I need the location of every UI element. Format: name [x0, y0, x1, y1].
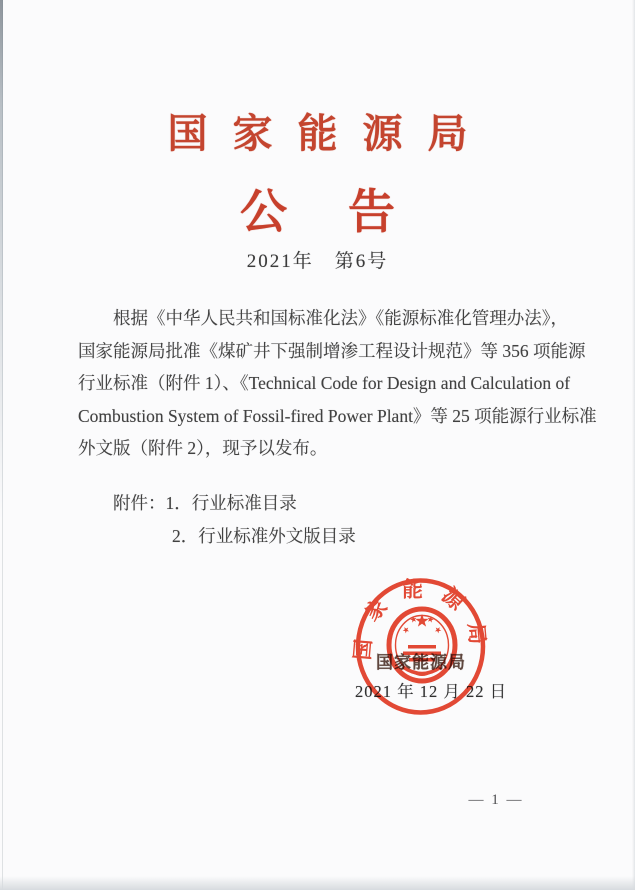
attachments-label: 附件： — [113, 493, 166, 513]
attachment-item: 2．行业标准外文版目录 — [172, 525, 356, 546]
issue-date: 2021 年 12 月 22 日 — [354, 682, 508, 701]
agency-title: 国家能源局 — [167, 111, 493, 156]
document-number: 2021年 第6号 — [246, 251, 389, 272]
notice-title: 公告 — [240, 187, 456, 239]
body-line: 外文版（附件 2），现予以发布。 — [78, 438, 328, 459]
seal-arc-text: 国家能源局 — [350, 577, 491, 662]
body-line: Combustion System of Fossil-fired Power Plant》等 25 项能源行业标准 — [78, 405, 597, 426]
attachments-block — [113, 487, 356, 552]
seal-center-text: 国家能源局 — [376, 653, 466, 672]
body-paragraph — [78, 302, 597, 465]
page-number: — 1 — — [468, 792, 524, 808]
official-seal-icon — [336, 561, 506, 732]
body-line: 国家能源局批准《煤矿井下强制增渗工程设计规范》等 356 项能源 — [78, 340, 586, 361]
attachment-line — [113, 487, 356, 520]
scan-edge-bottom — [0, 876, 635, 890]
body-line: 行业标准（附件 1）、《Technical Code for Design and Calculation of — [78, 373, 571, 394]
official-seal — [336, 561, 506, 732]
body-line: 根据《中华人民共和国标准化法》《能源标准化管理办法》， — [113, 308, 568, 328]
attachment-item: 1．行业标准目录 — [165, 493, 297, 513]
